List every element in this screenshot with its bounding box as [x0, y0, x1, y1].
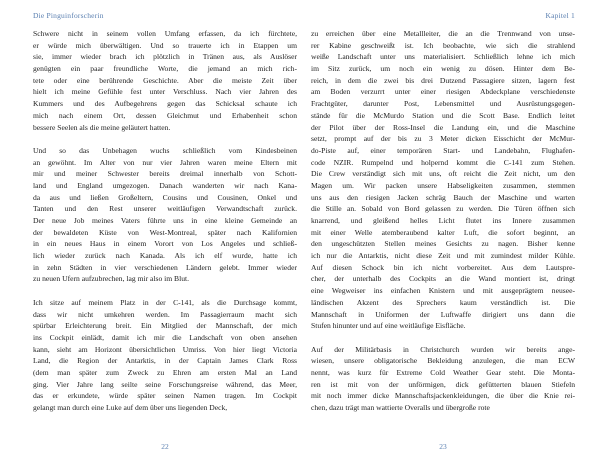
right-page-body	[311, 28, 575, 414]
text-line: wiesen, unsere obligatorische Bekleidung anzulegen, die man ECW	[311, 356, 575, 366]
text-line: ging. Vier Jahre lang seilte seine Forschungsreise während, das Meer,	[33, 379, 297, 389]
text-line: dass wir nicht umkehren werden. Im Passagierraum macht sich	[33, 309, 297, 319]
text-line: code NZIR. Rumpelnd und holpernd kommt die C-141 zum Stehen.	[311, 157, 575, 167]
text-line: an gewöhnt. Im Alter von nur vier Jahren waren meine Eltern mit	[33, 157, 297, 167]
paragraph	[33, 28, 297, 133]
text-line: bessere Seelen als die meine geläutert hatten.	[33, 122, 171, 132]
text-line: ich nur die Antarktis, nicht diese Zeit und mit zumindest milder Kühle.	[311, 251, 575, 261]
text-line: mit einer Welle atemberaubend kalter Luft, die sofort beginnt, an	[311, 227, 575, 237]
paragraph-gap	[33, 285, 297, 297]
text-line: im Sitz zurück, um noch ein wenig zu dösen. Hinter dem Be-	[311, 64, 575, 74]
text-line: Die Crew verständigt sich mit uns, oft reicht die Zeit nicht, um den	[311, 169, 575, 179]
text-line: Der neue Job meines Vaters führte uns in eine kleine Gemeinde an	[33, 216, 297, 225]
text-line: nennt, was kurz für Extreme Cold Weather Gear steht. Die Monta-	[311, 367, 575, 377]
text-line: in ein neues Haus in einem Vorort von Los Angeles und schließ-	[33, 239, 297, 249]
text-line: cher, der unterhalb des Cockpits an die Wand montiert ist, dringt	[311, 274, 575, 284]
text-line: Und so das Unbehagen wuchs schließlich vom Kindesbeinen	[33, 145, 297, 155]
text-line: ländischen Akzent des Sprechers kaum verständlich ist. Die	[311, 297, 575, 307]
text-line: gelangt man durch eine Luke auf dem über uns liegenden Deck,	[33, 403, 228, 412]
text-line: land und England umgezogen. Danach wanderten wir nach Kana-	[33, 180, 297, 190]
text-line: Land, die Region der Antarktis, in der Captain James Clark Ross	[33, 356, 297, 366]
text-line: er würde mich überwältigen. Und so trauerte ich in Etappen um	[33, 40, 297, 50]
text-line: Tanten und den Rest unserer weitläufigen Verwandtschaft zurück.	[33, 204, 297, 214]
text-line: der Pilot über der Ross-Insel die Landung ein, und die Maschine	[311, 122, 575, 132]
text-line: genügten ein paar freundliche Worte, die jemand an mich rich-	[33, 64, 297, 74]
text-line: (dem man später zum Zweck zu Ehren am ersten Mal an Land	[33, 367, 297, 377]
text-line: do-Piste auf, einer temporären Start- und Landebahn, Flughafen-	[311, 145, 575, 155]
text-line: kann, sieht am Horizont übersichtlichen Umriss. Von hier liegt Victoria	[33, 344, 297, 354]
text-line: der bewaldeten Küste von West-Montreal, später nach Kalifornien	[33, 227, 297, 237]
paragraph	[33, 297, 297, 414]
text-line: Stufen hinunter und auf eine weitläufige Eisfläche.	[311, 321, 466, 331]
text-line: Auf der Militärbasis in Christchurch wurden wir bereits ange-	[311, 344, 575, 354]
text-line: Schwere nicht in seinem vollen Umfang erfassen, da ich fürchtete,	[33, 29, 297, 38]
text-line: da aus und ließen Großeltern, Cousins und Cousinen, Onkel und	[33, 192, 297, 202]
text-line: stände für die McMurdo Station und die Scott Base. Endlich leitet	[311, 110, 575, 120]
text-line: mit noch immer dicke Mannschaftsjackenkleidungen, die über die Knie rei-	[311, 391, 575, 401]
running-head-left: Die Pinguinforscherin	[33, 11, 104, 20]
text-line: knarrend, und gleißend helles Licht flutet ins Innere zusammen	[311, 216, 575, 225]
text-line: weiße Landschaft unter uns materialisiert. Schließlich lehne ich mich	[311, 52, 575, 62]
page-number-right: 23	[439, 442, 447, 451]
text-line: am Boden verzurrt unter einer riesigen Abdeckplane verschiedenste	[311, 87, 575, 97]
text-line: rer Kabine geschweißt ist. Ich beobachte, wie sich die strahlend	[311, 40, 575, 50]
paragraph	[311, 344, 575, 414]
text-line: setzt, prompt auf der bis zu 3 Meter dicken Eisschicht der McMur-	[311, 134, 575, 144]
text-line: tete oder eine berührende Geschichte. Aber die meiste Zeit über	[33, 75, 297, 85]
text-line: uns aus den riesigen Jacken schräg Bauch der Maschine und warten	[311, 192, 575, 202]
paragraph	[33, 145, 297, 285]
text-line: mir und meiner Schwester bereits dreimal innerhalb von Schott-	[33, 169, 297, 179]
running-head-right: Kapitel 1	[545, 11, 575, 20]
text-line: zu erreichen über eine Metallleiter, die an die Trennwand von unse-	[311, 29, 575, 38]
text-line: den ungeschützten Stellen meines Gesichts zu nagen. Bisher kenne	[311, 239, 575, 249]
text-line: ins Cockpit einlädt, damit ich mir die Landschaft von oben ansehen	[33, 332, 297, 342]
text-line: sie, immer wieder brach ich plötzlich in Tränen aus, als Auslöser	[33, 52, 297, 62]
paragraph-gap	[311, 332, 575, 344]
text-line: lich wieder zurück nach Kanada. Als ich elf wurde, hatte ich	[33, 251, 297, 261]
text-line: das er erkundete, würde später seinen Namen tragen. Im Cockpit	[33, 391, 297, 401]
left-page	[33, 0, 297, 463]
text-line: mich nach einem Ort, dessen Gleichmut und Erhabenheit schon	[33, 110, 297, 120]
paragraph-gap	[33, 133, 297, 145]
text-line: reich, in dem die zwei bis drei Dutzend Passagiere sitzen, lagern fest	[311, 75, 575, 85]
text-line: Mannschaft in Uniformen der Luftwaffe dirigiert uns dann die	[311, 309, 575, 319]
text-line: hielt ich meine Gefühle fest unter Verschluss. Nach vier Jahren des	[33, 87, 297, 97]
left-page-body	[33, 28, 297, 414]
page-number-left: 22	[161, 442, 169, 451]
text-line: spürbar Erleichterung breit. Ein Mitglied der Mannschaft, der mich	[33, 321, 297, 331]
text-line: eine Wegweiser ins einfachen Knistern und mit ausgeprägtem neusee-	[311, 286, 575, 296]
text-line: chen, dazu trägt man wattierte Overalls und übergroße rote	[311, 403, 490, 412]
paragraph	[311, 28, 575, 332]
text-line: Magen um. Wir packen unsere Habseligkeiten zusammen, stemmen	[311, 180, 575, 190]
text-line: Frachtgüter, darunter Post, Lebensmittel und Ausrüstungsgegen-	[311, 99, 575, 109]
right-page	[311, 0, 575, 463]
text-line: Auf diesen Schock bin ich nicht vorbereitet. Aus dem Lautspre-	[311, 262, 575, 272]
text-line: in zehn Städten in vier verschiedenen Ländern gelebt. Immer wieder	[33, 262, 297, 272]
text-line: zu neuen Ufern aufzubrechen, lag mir also im Blut.	[33, 274, 190, 284]
text-line: ren ist mit von der unförmigen, dick gefütterten blauen Stiefeln	[311, 379, 575, 389]
text-line: Kummers und des Aufbegehrens gegen das Schicksal schaute ich	[33, 99, 297, 109]
text-line: die Stille an. Sobald von Bord gelassen zu werden. Die Türen öffnen sich	[311, 204, 575, 214]
text-line: Ich sitze auf meinem Platz in der C-141, als die Durchsage kommt,	[33, 297, 297, 307]
